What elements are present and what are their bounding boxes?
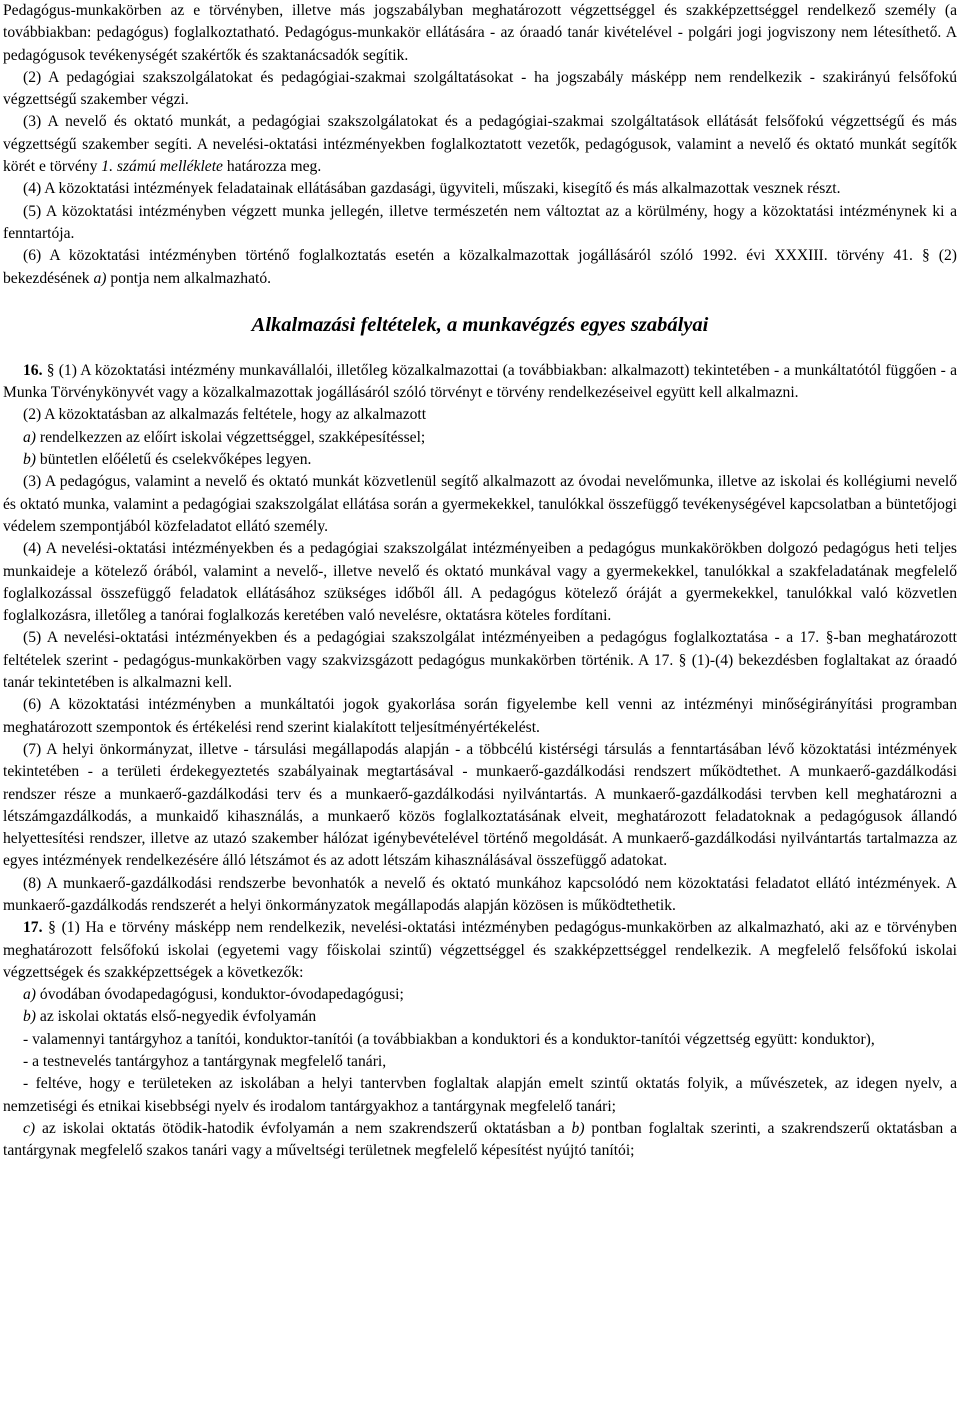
section-16-paragraph-5 [3, 627, 957, 694]
section-16-paragraph-1 [3, 360, 957, 405]
intro-paragraph-5-text: (5) A közoktatási intézményben végzett munka jellegén, illetve természetén nem változtat az a körülmény, hogy a közoktatási intézménynek ki a fenntartója. [3, 202, 957, 242]
point-a-text: óvodában óvodapedagógusi, konduktor-óvodapedagógusi; [36, 986, 404, 1004]
section-16-paragraph-4-text: (4) A nevelési-oktatási intézményekben és a pedagógiai szakszolgálat intézményeiben a pedagógus munkakörökben dolgozó pedagógus heti teljes munkaideje a kötelező órából, valamint a nevelő-, illetve nevelő és oktató munkával vagy a gyermekekkel, tanulókkal a szakfeladatának megfelelő foglalkozással összefüggő feladatok ellátásához szükséges időből áll. A pedagógus kötelező óráját a gyermekekkel, tanulókkal való közvetlen foglalkozásra, illetőleg a tanórai foglalkozás keretében való nevelésre, oktatásra köteles fordítani. [3, 540, 957, 625]
section-16-paragraph-3 [3, 471, 957, 538]
intro-paragraph-3-text: (3) A nevelő és oktató munkát, a pedagógiai szakszolgálatokat és a pedagógiai-szakmai szolgáltatások ellátását felsőfokú végzettségű és más végzettségű szakember segíti. A nevelési-oktatási intézményekben foglalkoztatott vezetők, pedagógusok, valamint a nevelő és oktató munkát segítők körét e törvény [3, 113, 957, 176]
annex-reference: 1. számú melléklete [101, 158, 223, 176]
point-b-marker: b) [23, 1008, 36, 1026]
intro-paragraph-6-text: (6) A közoktatási intézményben történő foglalkoztatás esetén a közalkalmazottak jogállásáról szóló 1992. évi XXXIII. törvény 41. § (2) bekezdésének [3, 247, 957, 287]
intro-paragraph-3-tail: határozza meg. [222, 158, 322, 176]
intro-paragraph-4-text: (4) A közoktatási intézmények feladatainak ellátásában gazdasági, ügyviteli, műszaki, kisegítő és más alkalmazottak vesznek részt. [23, 180, 841, 198]
section-17-point-a [3, 984, 957, 1006]
section-16-point-b [3, 449, 957, 471]
section-16-paragraph-4 [3, 538, 957, 627]
section-16-paragraph-1-text: § (1) A közoktatási intézmény munkavállalói, illetőleg közalkalmazottai (a továbbiakban: alkalmazott) tekintetében - a munkáltatótól függően - a Munka Törvénykönyvét vagy a közalkalmazottak jogállásáról szóló törvényt e törvény rendelkezéseivel együtt kell alkalmazni. [3, 361, 957, 402]
section-17-number: 17. [23, 919, 43, 937]
intro-paragraph-2-text: (2) A pedagógiai szakszolgálatokat és pedagógiai-szakmai szolgáltatásokat - ha jogszabály másképp nem rendelkezik - szakirányú felsőfokú végzettségű szakember végzi. [3, 68, 957, 109]
section-17-dash-item-2 [3, 1051, 957, 1073]
intro-paragraph-3 [3, 111, 957, 178]
dash-item-text: - feltéve, hogy e területeken az iskolában a helyi tantervben foglaltak alapján emelt szintű oktatás folyik, a művészetek, az idegen nyelv, a nemzetiségi és etnikai kisebbségi nyelv és irodalom tantárgyakhoz a tantárgynak megfelelő tanári; [3, 1075, 957, 1115]
section-16-paragraph-6-text: (6) A közoktatási intézményben a munkáltatói jogok gyakorlása során figyelembe kell venni az intézményi minőségirányítási programban meghatározott szempontok és értékelési rend szerint kialakított teljesítményértékelést. [3, 696, 957, 736]
section-17-dash-item-1 [3, 1029, 957, 1051]
section-17-dash-item-3 [3, 1073, 957, 1118]
section-17-paragraph-1 [3, 917, 957, 984]
point-b-text: az iskolai oktatás első-negyedik évfolyamán [36, 1008, 317, 1026]
dash-item-text: - valamennyi tantárgyhoz a tanítói, konduktor-tanítói (a továbbiakban a konduktori és a konduktor-tanítói végzettség együtt: konduktor), [23, 1030, 875, 1048]
intro-paragraph-2 [3, 67, 957, 112]
intro-paragraph-1 [3, 0, 957, 67]
intro-paragraph-1-text: Pedagógus-munkakörben az e törvényben, illetve más jogszabályban meghatározott végzettséggel és szakképzettséggel rendelkező személy (a továbbiakban: pedagógus) foglalkoztatható. Pedagógus-munkakör ellátására - az óraadó tanár kivételével - polgári jogi jogviszony nem létesíthető. A pedagógusok tevékenységét szakértők és szaktanácsadók segítik. [3, 2, 957, 64]
section-16-paragraph-7-text: (7) A helyi önkormányzat, illetve - társulási megállapodás alapján - a többcélú kistérségi társulás a fenntartásában lévő közoktatási intézmények tekintetében - a területi érdekegyeztetés szabályainak megtartásával - munkaerő-gazdálkodási rendszert működtethet. A munkaerő-gazdálkodási rendszer része a munkaerő-gazdálkodási terv és a munkaerő-gazdálkodási nyilvántartás. A munkaerő-gazdálkodási tervben kell meghatározni a létszámgazdálkodás, a munkaidő kihasználás, a munkaerő közös foglalkoztatásának elveit, meghatározott feladatoknak a pedagógusok állandó helyettesítési rendszer, illetve az utazó szakember hálózat igénybevételével történő megoldását. A munkaerő-gazdálkodási nyilvántartás tartalmazza az egyes intézmények rendelkezésére álló létszámot és az adott létszám kihasználásával összefüggő adatokat. [3, 740, 957, 870]
point-b-marker: b) [23, 451, 36, 469]
point-c-tail: pontban foglaltak szerinti, a szakrendszerű oktatásban a tantárgynak megfelelő szakos tanári vagy a műveltségi területnek megfelelő képesítést nyújtó tanítói; [3, 1119, 958, 1160]
point-a-text: rendelkezzen az előírt iskolai végzettséggel, szakképesítéssel; [36, 428, 426, 446]
point-reference: b) [571, 1119, 585, 1137]
section-16-paragraph-6 [3, 694, 957, 739]
section-16-paragraph-5-text: (5) A nevelési-oktatási intézményekben és a pedagógiai szakszolgálat intézményeiben a pedagógus foglalkoztatása - a 17. §-ban meghatározott feltételek szerint - pedagógus-munkakörben vagy szakvizsgázott pedagógus munkakörben történik. A 17. § (1)-(4) bekezdésben foglaltakat az óraadó tanár tekintetében is alkalmazni kell. [3, 629, 957, 692]
intro-paragraph-6 [3, 245, 957, 290]
section-16-paragraph-2 [3, 404, 957, 426]
section-16-paragraph-2-text: (2) A közoktatásban az alkalmazás feltétele, hogy az alkalmazott [23, 406, 427, 424]
section-heading: Alkalmazási feltételek, a munkavégzés egyes szabályai [251, 313, 709, 336]
section-17-point-c [3, 1118, 957, 1163]
section-17-paragraph-1-text: § (1) Ha e törvény másképp nem rendelkezik, nevelési-oktatási intézményben pedagógus-munkakörben az alkalmazható, aki az e törvényben meghatározott felsőfokú iskolai (egyetemi vagy főiskolai szintű) végzettséggel és szakképzettséggel rendelkezik. A megfelelő felsőfokú iskolai végzettségek és szakképzettségek a következők: [3, 919, 957, 981]
section-17-point-b [3, 1006, 957, 1028]
dash-item-text: - a testnevelés tantárgyhoz a tantárgynak megfelelő tanári, [23, 1053, 387, 1071]
section-16-point-a [3, 427, 957, 449]
section-16-paragraph-8-text: (8) A munkaerő-gazdálkodási rendszerbe bevonhatók a nevelő és oktató munkához kapcsolódó nem közoktatási feladatot ellátó intézmények. A munkaerő-gazdálkodás rendszerét a helyi önkormányzatok megállapodás alapján közösen is működtethetik. [3, 874, 957, 914]
point-a-marker: a) [23, 986, 36, 1004]
point-b-text: büntetlen előéletű és cselekvőképes legyen. [36, 451, 312, 469]
section-16-paragraph-7 [3, 739, 957, 873]
point-a-marker: a) [23, 428, 36, 446]
section-16-paragraph-3-text: (3) A pedagógus, valamint a nevelő és oktató munkát közvetlenül segítő alkalmazott az óvodai nevelőmunka, illetve az iskolai és kollégiumi nevelő és oktató munka, valamint a pedagógiai szakszolgálat ellátása során a gyermekekkel, tanulókkal összefüggő tevékenységével kapcsolatban a büntetőjogi védelem szempontjából közfeladatot ellátó személy. [3, 473, 957, 535]
point-reference: a) [93, 269, 107, 287]
intro-paragraph-4 [3, 178, 957, 200]
intro-paragraph-6-tail: pontja nem alkalmazható. [106, 269, 272, 287]
point-c-marker: c) [23, 1119, 36, 1137]
section-16-paragraph-8 [3, 873, 957, 918]
intro-paragraph-5 [3, 201, 957, 246]
point-c-text: az iskolai oktatás ötödik-hatodik évfolyamán a nem szakrendszerű oktatásban a [35, 1119, 572, 1137]
section-16-number: 16. [23, 361, 43, 379]
